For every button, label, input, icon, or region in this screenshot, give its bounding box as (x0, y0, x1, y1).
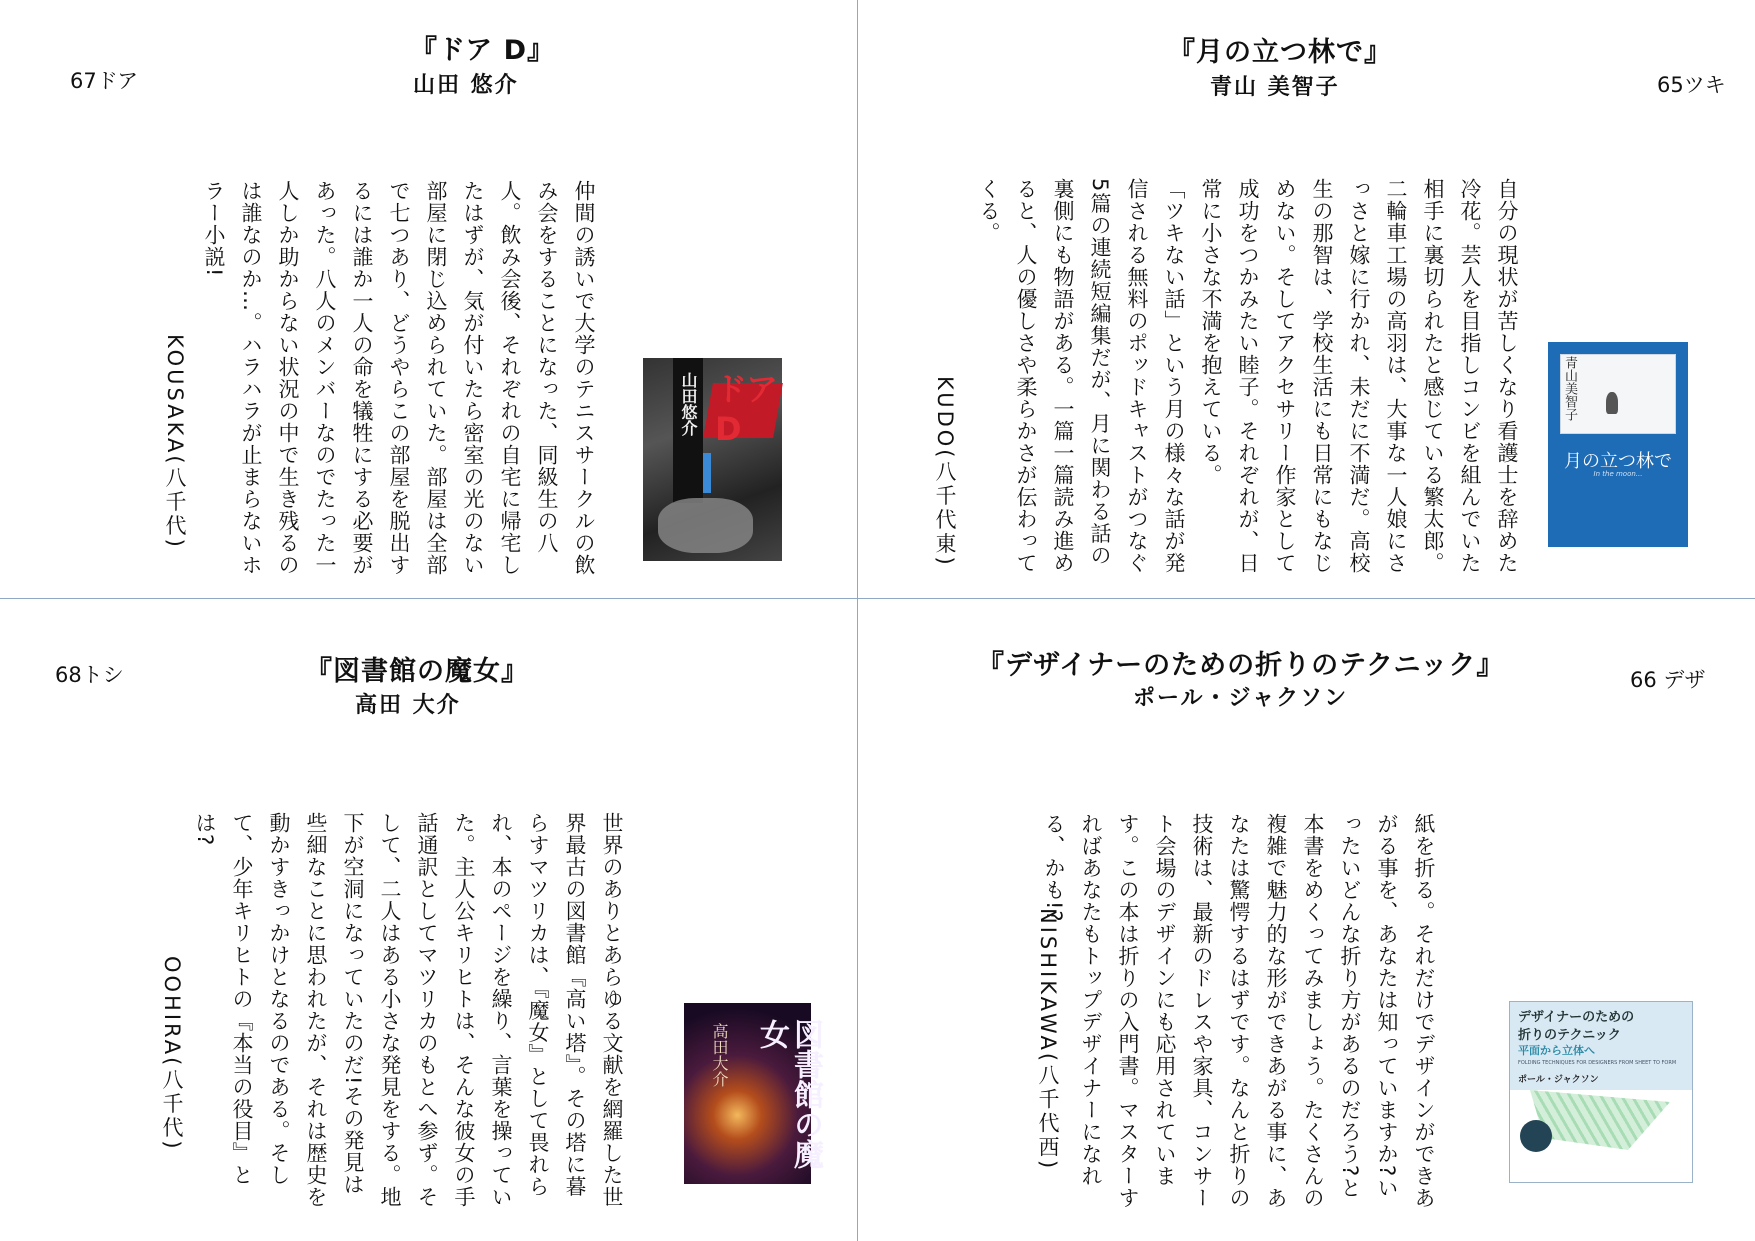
review-paragraph: 紙を折る。それだけでデザインができあがる事を、あなたは知っていますか?いったいどんな折り方があるのだろう?と本書をめくってみましょう。たくさんの複雑で魅力的な形ができあがる事に、あなたは驚愕するはずです。なんと折りの技術は、最新のドレスや家具、コンサート会場のデザインにも応用されています。この本は折りの入門書。マスターすればあなたもトップデザイナーになれる、かも!? (1042, 813, 1436, 1209)
cat-illustration (1606, 392, 1618, 414)
book-title: 『月の立つ林で』 (1168, 37, 1392, 68)
cover-title-text: 図書館の魔女 (754, 1019, 823, 1169)
vertical-divider (857, 0, 858, 1241)
book-review (193, 812, 630, 1212)
book-cover (1548, 342, 1688, 547)
review-paragraph: 「ツキない話」という月の様々な話が発信される無料のポッドキャストがつなぐ5篇の連続短編集だが、月に関わる話の裏側にも物語がある。一篇一篇読み進めると、人の優しさや柔らかさが伝わってくる。 (977, 178, 1186, 574)
book-title: 『図書館の魔女』 (305, 656, 529, 687)
review-paragraph: 仲間の誘いで大学のテニスサークルの飲み会をすることになった、同級生の八人。飲み会後、それぞれの自宅に帰宅したはずが、気が付いたら密室の光のない部屋に閉じ込められていた。部屋は全部で七つあり、どうやらこの部屋を脱出するには誰か一人の命を犠牲にする必要があった。八人のメンバーなのでたった一人しか助からない状況の中で生き残るのは誰なのか…。ハラハラが止まらないホラー小説! (202, 180, 596, 576)
cover-author-text: 青山美智子 (1562, 356, 1577, 421)
book-cover (643, 358, 782, 561)
book-cover (684, 1003, 823, 1184)
reviewer-name: KOUSAKA(八千代) (163, 334, 187, 550)
cover-title-text: 月の立つ林で (1564, 451, 1672, 472)
reviewer-name: KUDO(八千代東) (933, 376, 957, 568)
book-review (202, 180, 602, 580)
cover-subtitle-text: In the moon... (1593, 470, 1643, 478)
call-number: 68トシ (55, 663, 124, 687)
book-cover (1509, 1001, 1693, 1183)
horizontal-divider (0, 598, 1755, 599)
cover-title-line1: デザイナーのための (1518, 1010, 1635, 1025)
cover-author-text: ポール・ジャクソン (1518, 1075, 1599, 1085)
book-title: 『デザイナーのための折りのテクニック』 (977, 650, 1505, 681)
cover-author-text: 高田大介 (710, 1023, 729, 1087)
call-number: 65ツキ (1657, 73, 1726, 97)
cover-english-text: FOLDING TECHNIQUES FOR DESIGNERS FROM SHEET TO FORM (1518, 1060, 1677, 1066)
cover-badge (1520, 1120, 1552, 1152)
cover-author-text: 山田悠介 (679, 372, 698, 436)
reviewer-name: OOHIRA(八千代) (160, 956, 184, 1152)
book-author: 山田 悠介 (413, 73, 519, 98)
call-number: 66 デザ (1630, 668, 1706, 692)
book-author: 高田 大介 (355, 693, 461, 718)
cover-subtitle-text: 平面から立体へ (1518, 1044, 1595, 1057)
reviewer-name: NISHIKAWA(八千代西) (1036, 908, 1060, 1172)
review-paragraph: 世界のありとあらゆる文献を網羅した世界最古の図書館『高い塔』。その塔に暮らすマツリカは、『魔女』として畏れられ、本のページを繰り、言葉を操っていた。主人公キリヒトは、そんな彼女の手話通訳としてマツリカのもとへ参ず。そして、二人はある小さな発見をする。地下が空洞になっていたのだ!その発見は些細なことに思われたが、それは歴史を動かすきっかけとなるのである。そして、少年キリヒトの『本当の役目』とは? (193, 812, 624, 1208)
book-author: ポール・ジャクソン (1133, 686, 1349, 711)
book-title: 『ドア D』 (410, 35, 556, 66)
call-number: 67ドア (70, 69, 139, 93)
review-paragraph: 自分の現状が苦しくなり看護士を辞めた冷花。芸人を目指しコンビを組んでいた相手に裏切られたと感じている繁太郎。二輪車工場の高羽は、大事な一人娘にさっさと嫁に行かれ、未だに不満だ。高校生の那智は、学校生活にも日常にもなじめない。そしてアクセサリー作家として成功をつかみたい睦子。それぞれが、日常に小さな不満を抱えている。 (1199, 178, 1519, 574)
book-review (977, 178, 1525, 578)
book-author: 青山 美智子 (1210, 75, 1340, 100)
cover-title-text: ドアD (715, 370, 779, 448)
cover-title-line2: 折りのテクニック (1518, 1028, 1621, 1043)
